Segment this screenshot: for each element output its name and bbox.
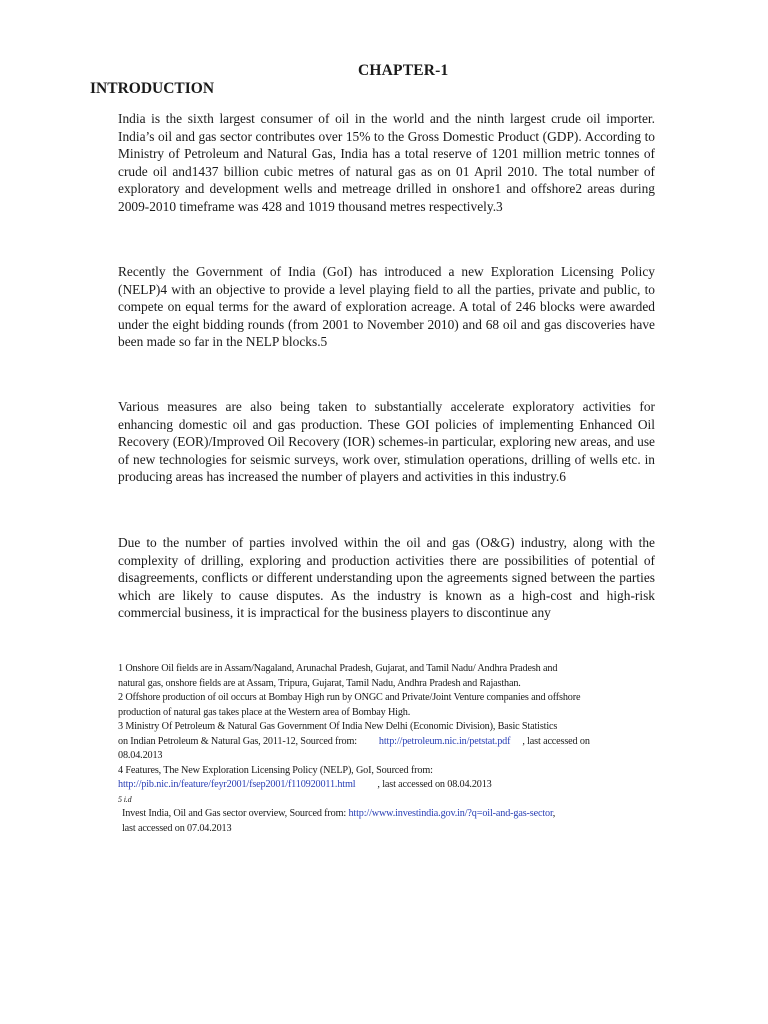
footnote-6-link[interactable]: http://www.investindia.gov.in/?q=oil-and-gas-sector <box>348 808 553 819</box>
footnote-5-marker: 5 i.d <box>118 794 132 804</box>
footnote-6-line-1 <box>118 807 663 822</box>
footnote-3-link[interactable]: http://petroleum.nic.in/petstat.pdf <box>378 735 511 747</box>
footnote-6-comma: , <box>552 808 556 819</box>
paragraph-1: India is the sixth largest consumer of oil in the world and the ninth largest crude oil importer. India’s oil and gas sector contributes over 15% to the Gross Domestic Product (GDP). According to Ministry of Petroleum and Natural Gas, India has a total reserve of 1201 million metric tonnes of crude oil and1437 billion cubic metres of natural gas as on 01 April 2010. The total number of exploratory and development wells and metreage drilled in onshore1 and offshore2 areas during 2009-2010 timeframe was 428 and 1019 thousand metres respectively.3 <box>118 111 655 214</box>
section-heading: INTRODUCTION <box>90 80 215 97</box>
footnote-4-line-2 <box>118 778 663 793</box>
footnote-1-line-1: 1 Onshore Oil fields are in Assam/Nagaland, Arunachal Pradesh, Gujarat, and Tamil Nadu/ Andhra Pradesh and <box>118 663 558 674</box>
footnote-1-line-2: natural gas, onshore fields are at Assam, Tripura, Gujarat, Tamil Nadu, Andhra Pradesh and Rajasthan. <box>118 677 521 689</box>
footnote-3-line-1: 3 Ministry Of Petroleum & Natural Gas Government Of India New Delhi (Economic Division), Basic Statistics <box>118 721 558 732</box>
footnote-3-source-text: on Indian Petroleum & Natural Gas, 2011-12, Sourced from: <box>118 735 357 747</box>
footnotes <box>118 662 663 836</box>
footnote-4-link[interactable]: http://pib.nic.in/feature/feyr2001/fsep2001/f110920011.html <box>118 779 356 790</box>
paragraph-2: Recently the Government of India (GoI) has introduced a new Exploration Licensing Policy (NELP)4 with an objective to provide a level playing field to all the parties, private and public, to compete on equal terms for the award of exploration acreage. A total of 246 blocks were awarded under the eight bidding rounds (from 2001 to November 2010) and 68 oil and gas discoveries have been made so far in the NELP blocks.5 <box>118 264 655 350</box>
paragraph-3: Various measures are also being taken to substantially accelerate exploratory activities for enhancing domestic oil and gas production. These GOI policies of implementing Enhanced Oil Recovery (EOR)/Improved Oil Recovery (IOR) schemes-in particular, exploring new areas, and use of new technologies for seismic surveys, work over, stimulation operations, drilling of wells etc. in producing areas has increased the number of players and activities in this industry.6 <box>118 399 655 485</box>
footnote-3-line-2 <box>118 735 663 750</box>
footnote-2-line-1: 2 Offshore production of oil occurs at Bombay High run by ONGC and Private/Joint Venture companies and offshore <box>118 692 581 703</box>
footnote-3-line-3: 08.04.2013 <box>118 750 163 761</box>
footnote-3-accessed: , last accessed on <box>522 735 590 747</box>
footnote-2-line-2: production of natural gas takes place at the Western area of Bombay High. <box>118 706 411 718</box>
footnote-4-line-1: 4 Features, The New Exploration Licensing Policy (NELP), GoI, Sourced from: <box>118 764 433 776</box>
footnote-4-accessed: , last accessed on 08.04.2013 <box>377 779 492 790</box>
footnote-6-source-text: Invest India, Oil and Gas sector overview, Sourced from: <box>122 808 347 819</box>
footnote-6-line-2: last accessed on 07.04.2013 <box>122 822 232 834</box>
chapter-heading: CHAPTER-1 <box>358 62 449 79</box>
paragraph-4: Due to the number of parties involved within the oil and gas (O&G) industry, along with the complexity of drilling, exploring and production activities there are possibilities of potential of disagreements, conflicts or different understanding upon the agreements signed between the parties which are likely to cause disputes. As the industry is known as a high-cost and high-risk commercial business, it is impractical for the business players to discontinue any <box>118 535 655 621</box>
